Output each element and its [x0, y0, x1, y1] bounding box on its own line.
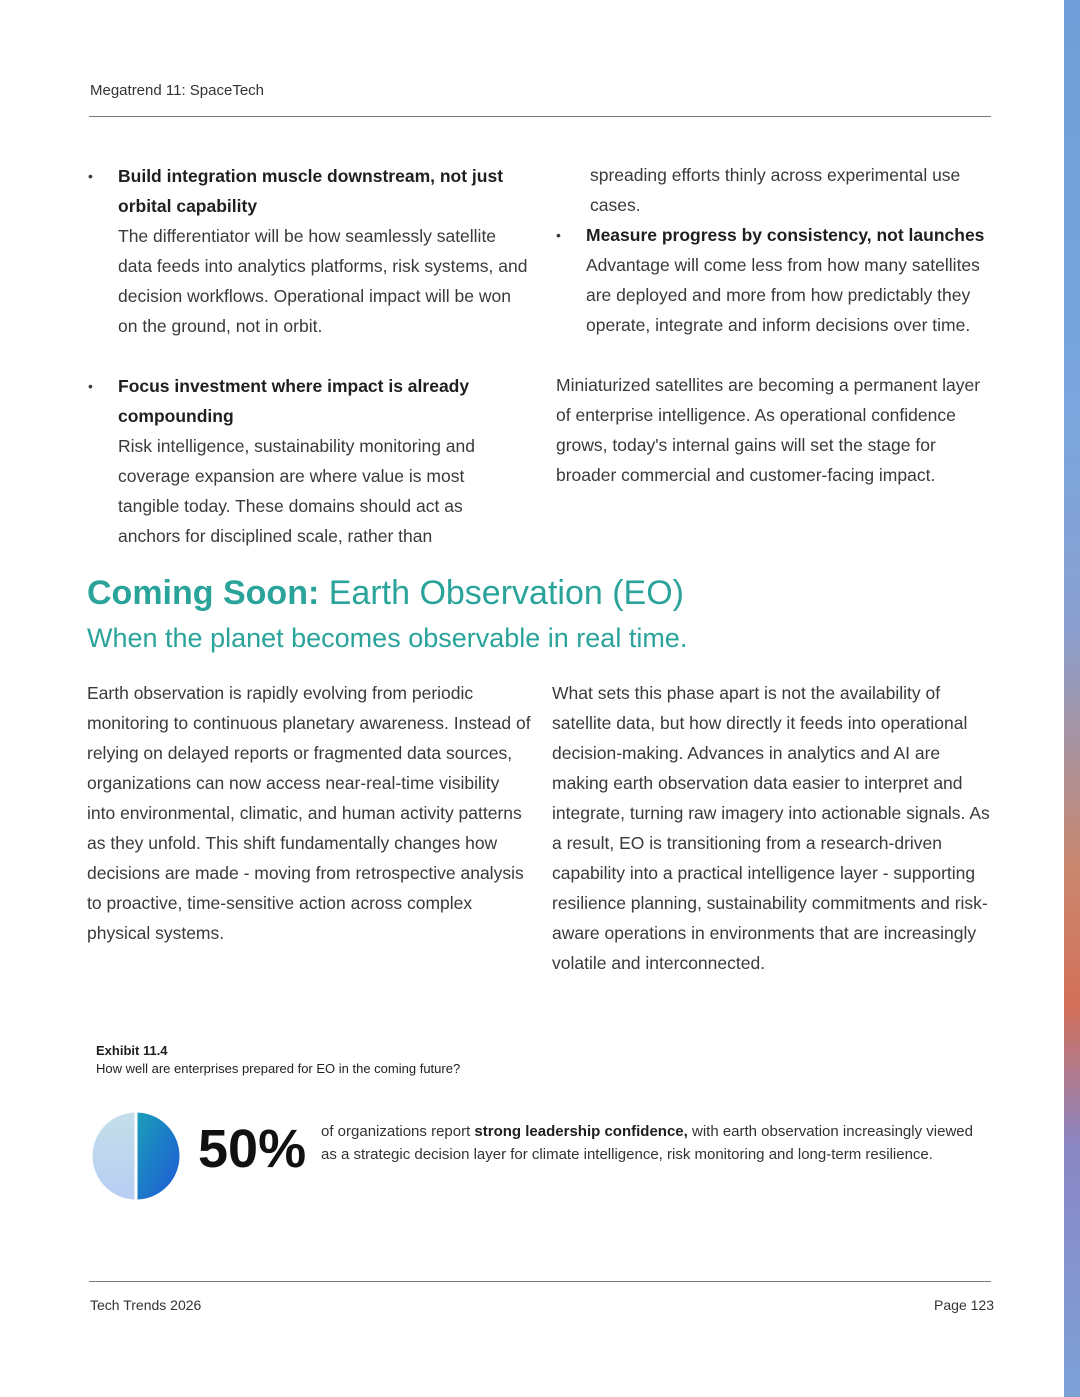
stat-desc-bold: strong leadership confidence,: [474, 1123, 688, 1140]
bullet-item: [88, 161, 528, 341]
bullet-title: Build integration muscle downstream, not just orbital capability: [118, 166, 504, 216]
stat-desc-after: with earth observation increasingly viewed as a strategic decision layer for climate intelligence, risk monitoring and long-term resilience.: [321, 1123, 973, 1163]
bullet-continuation: spreading efforts thinly across experimental use cases.: [590, 165, 961, 215]
pie-slice-strong-confidence: [136, 1111, 181, 1201]
section-subtitle: When the planet becomes observable in real time.: [87, 623, 688, 653]
exhibit-title: How well are enterprises prepared for EO in the coming future?: [96, 1061, 461, 1076]
bullet-item: [88, 371, 528, 551]
bullet-title: Focus investment where impact is already compounding: [118, 376, 470, 426]
footer-title: Tech Trends 2026: [90, 1297, 202, 1313]
stat-desc-before: of organizations report: [321, 1123, 475, 1140]
right-column: [556, 160, 996, 490]
pie-slice-other: [91, 1111, 136, 1201]
bullet-item: [556, 220, 996, 340]
body-paragraph-right: What sets this phase apart is not the availability of satellite data, but how directly it feeds into operational decision-making. Advances in analytics and AI are making earth observation data easier to interpret and integrate, turning raw imagery into actionable signals. As a result, EO is transitioning from a research-driven capability into a practical intelligence layer - supporting resilience planning, sustainability commitments and risk-aware operations in environments that are increasingly volatile and interconnected.: [552, 683, 990, 973]
page-number: Page 123: [934, 1297, 994, 1313]
decorative-edge-strip: [1064, 0, 1080, 1397]
stat-description: [321, 1120, 986, 1166]
bullet-text: The differentiator will be how seamlessly satellite data feeds into analytics platforms, risk systems, and decision workflows. Operational impact will be won on the ground, not in orbit.: [118, 226, 528, 336]
section-title-rest: Earth Observation (EO): [319, 574, 684, 612]
footer-rule: [89, 1281, 991, 1282]
bullet-text: Risk intelligence, sustainability monitoring and coverage expansion are where value is most tangible today. These domains should act as anchors for disciplined scale, rather than: [118, 436, 475, 546]
exhibit-label: Exhibit 11.4: [96, 1043, 168, 1058]
bullet-text: Advantage will come less from how many satellites are deployed and more from how predictably they operate, integrate and inform decisions over time.: [586, 255, 980, 335]
section-title: [87, 574, 684, 613]
bullet-dot-icon: •: [88, 378, 93, 394]
bullet-dot-icon: •: [556, 227, 561, 243]
stat-value: 50%: [198, 1119, 307, 1179]
left-bullet-column: [88, 161, 528, 551]
bullet-dot-icon: •: [88, 168, 93, 184]
section-title-strong: Coming Soon:: [87, 574, 320, 612]
pie-chart: [88, 1108, 184, 1204]
running-head: Megatrend 11: SpaceTech: [90, 82, 265, 99]
summary-paragraph: Miniaturized satellites are becoming a permanent layer of enterprise intelligence. As operational confidence grows, today's internal gains will set the stage for broader commercial and customer-facing impact.: [556, 375, 981, 485]
body-paragraph-left: Earth observation is rapidly evolving from periodic monitoring to continuous planetary awareness. Instead of relying on delayed reports or fragmented data sources, organizations can now access near-real-time visibility into environmental, climatic, and human activity patterns as they unfold. This shift fundamentally changes how decisions are made - moving from retrospective analysis to proactive, time-sensitive action across complex physical systems.: [87, 683, 531, 943]
bullet-title: Measure progress by consistency, not launches: [586, 225, 985, 245]
header-rule: [89, 116, 991, 117]
